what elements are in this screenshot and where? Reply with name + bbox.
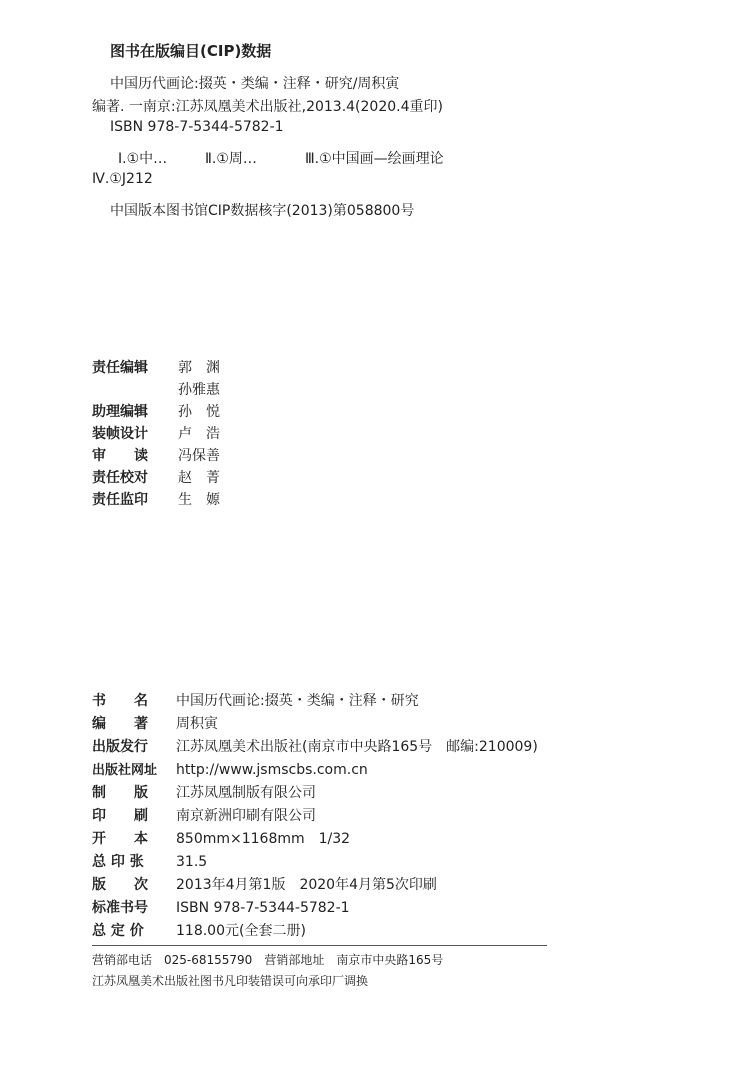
pub-row bbox=[92, 874, 437, 896]
pub-row bbox=[92, 897, 350, 919]
staff-role: 责任监印 bbox=[92, 492, 148, 508]
staff-row bbox=[92, 357, 220, 379]
pub-label: 总 印 张 bbox=[92, 854, 144, 870]
cip-heading: 图书在版编目(CIP)数据 bbox=[110, 42, 272, 60]
pub-value: http://www.jsmscbs.com.cn bbox=[176, 762, 368, 778]
staff-row bbox=[92, 401, 220, 423]
cip-title-line: 中国历代画论:掇英・类编・注释・研究/周积寅 bbox=[110, 76, 400, 92]
pub-label: 编 著 bbox=[92, 716, 148, 732]
pub-value: 南京新洲印刷有限公司 bbox=[176, 808, 316, 824]
staff-row bbox=[92, 467, 220, 489]
staff-name: 郭 渊 bbox=[178, 360, 220, 376]
cip-verification: 中国版本图书馆CIP数据核字(2013)第058800号 bbox=[110, 203, 415, 219]
staff-role: 责任校对 bbox=[92, 470, 148, 486]
pub-value: 31.5 bbox=[176, 854, 208, 870]
pub-row bbox=[92, 828, 350, 850]
staff-name: 冯保善 bbox=[178, 448, 220, 464]
cip-class-4: Ⅳ.①J212 bbox=[92, 171, 153, 187]
pub-label: 印 刷 bbox=[92, 808, 148, 824]
pub-value: 周积寅 bbox=[176, 716, 218, 732]
pub-value: 中国历代画论:掇英・类编・注释・研究 bbox=[176, 693, 419, 709]
pub-label: 总 定 价 bbox=[92, 923, 144, 939]
pub-label: 标准书号 bbox=[92, 900, 148, 916]
staff-row bbox=[92, 489, 220, 511]
pub-row bbox=[92, 782, 316, 804]
cip-class-2: Ⅱ.①周… bbox=[205, 151, 257, 167]
pub-value: 850mm×1168mm 1/32 bbox=[176, 831, 351, 847]
staff-row bbox=[92, 445, 220, 467]
misprint-notice: 江苏凤凰美术出版社图书凡印装错误可向承印厂调换 bbox=[92, 974, 369, 988]
marketing-contact: 营销部电话 025-68155790 营销部地址 南京市中央路165号 bbox=[92, 953, 444, 967]
pub-row bbox=[92, 851, 207, 873]
pub-label: 出版社网址 bbox=[92, 763, 158, 778]
staff-role: 助理编辑 bbox=[92, 404, 148, 420]
staff-role: 装帧设计 bbox=[92, 426, 148, 442]
pub-row bbox=[92, 713, 218, 735]
cip-publisher-line: 编著. 一南京:江苏凤凰美术出版社,2013.4(2020.4重印) bbox=[92, 99, 443, 115]
staff-role: 审 读 bbox=[92, 448, 148, 464]
pub-row bbox=[92, 805, 316, 827]
pub-label: 制 版 bbox=[92, 785, 148, 801]
pub-label: 出版发行 bbox=[92, 739, 148, 755]
pub-row bbox=[92, 920, 306, 942]
staff-name: 孙 悦 bbox=[178, 404, 220, 420]
cip-class-1: Ⅰ.①中… bbox=[118, 151, 168, 167]
pub-value: ISBN 978-7-5344-5782-1 bbox=[176, 900, 350, 916]
pub-label: 版 次 bbox=[92, 877, 148, 893]
pub-value: 江苏凤凰制版有限公司 bbox=[176, 785, 316, 801]
staff-role: 责任编辑 bbox=[92, 360, 148, 376]
cip-isbn-line: ISBN 978-7-5344-5782-1 bbox=[110, 119, 284, 135]
staff-name: 孙雅惠 bbox=[178, 382, 220, 398]
staff-row bbox=[92, 423, 220, 445]
pub-label: 开 本 bbox=[92, 831, 148, 847]
staff-name: 卢 浩 bbox=[178, 426, 220, 442]
staff-row bbox=[92, 379, 220, 401]
cip-class-3: Ⅲ.①中国画—绘画理论 bbox=[305, 151, 444, 167]
pub-value: 江苏凤凰美术出版社(南京市中央路165号 邮编:210009) bbox=[176, 739, 538, 755]
pub-value: 2013年4月第1版 2020年4月第5次印刷 bbox=[176, 877, 437, 893]
pub-row bbox=[92, 759, 368, 781]
pub-row bbox=[92, 690, 419, 712]
footer-divider bbox=[92, 945, 547, 946]
staff-name: 生 嫄 bbox=[178, 492, 220, 508]
pub-label: 书 名 bbox=[92, 693, 148, 709]
pub-value: 118.00元(全套二册) bbox=[176, 923, 306, 939]
pub-row bbox=[92, 736, 538, 758]
staff-name: 赵 菁 bbox=[178, 470, 220, 486]
